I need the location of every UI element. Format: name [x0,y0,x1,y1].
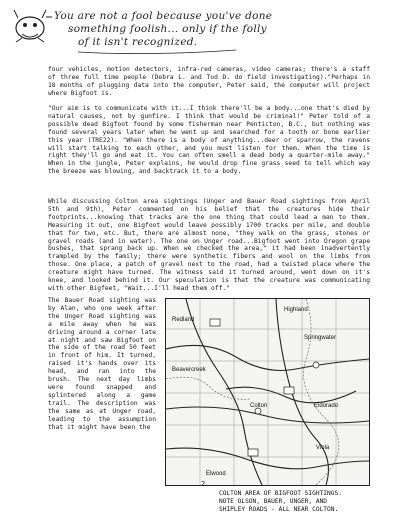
header-note-line-2: something foolish... only if the folly [68,23,267,35]
map-label-colton: Colton [250,403,268,409]
paragraph-1 [48,66,370,98]
page-number: 2 [201,480,206,488]
paragraph-4-text: The Bauer Road sighting was by Alan, who one week after the Unger Road sighting was a mile away when he was driving around a corner late at night and saw Bigfoot on the side of the road 50 feet in front of him. It turned, raised it's hands over its head, and ran into the brush. The next day limbs were found snapped and splintered along a game trail. The description was the same as at Unger road, leading to the assumption that it might have been the [48,297,156,431]
paragraph-4 [48,297,156,431]
caption-line-3: SHIPLEY ROADS - ALL NEAR COLTON. [219,506,339,513]
paragraph-3 [48,198,370,293]
map-drawing [166,299,369,485]
paragraph-2-text: "Our aim is to communicate with it...I think there'll be a body...one that's died by natural causes, not by gunfire. I think that would be criminal!" Peter told of a possible dead Bigfoot found by some fisherman near Penticton, B.C., but nothing was found several years later when he went up and searched for a tooth or bone earlier this year (TRE22). "When there is a body of anything...deer or sparrow, the ravens will start talking to each other, and you must listen for them. When the time is right they'll go and eat it. You can often smell a dead body a quarter-mile away." When in the jungle, Peter explains, he would drop fine grass seed to tell which way the breeze was blowing, and backtrack it to a body. [48,105,370,176]
map-label-redland: Redland [172,317,195,323]
map-label-eldorado: Eldorado [314,403,339,409]
map-label-beavercreek: Beavercreek [172,367,206,373]
header-note-line-3: of it isn't recognized. [78,36,198,48]
paragraph-1-text: four vehicles, motion detectors, infra-red cameras, video cameras; there's a staff of three full time people (Debra L. and Tod D. do field investigating)."Perhaps in 18 months of plugging data into the computer, Peter said, the computer will project where Bigfoot is. [48,66,370,97]
map-caption [219,490,379,514]
header-note-line-1: You are not a fool because you've done [54,10,273,22]
handwritten-header [8,4,388,60]
map-label-springwater: Springwater [304,335,337,341]
map-label-viola: Viola [316,445,330,451]
paragraph-3-text: While discussing Colton area sightings (Unger and Bauer Road sightings from April 5th and 9th), Peter commented on his belief that the creatures hide their footprints...knowing that tracks are the one thing that could lead a man to them. Measuring it out, one Bigfoot would leave possibly 1700 tracks per mile, and double that for two, etc. But, there are almost none, "they walk on the grass, stones or gravel roads (and in water). The one on Unger road...Bigfoot went into Oregon grape bushes, that sprang back up. When we checked the area," it had been inadvertently trampled by the family; there were synthetic fibers and wool on the limbs from those. One place, a patch of gravel next to the road, had a twisted place where the creature might have turned. The witness said it turned around, went down on it's knee, and looked behind it. Our speculation is that the creature was communicating with other Bigfeet, "Wait...I'll head them off." [48,198,370,292]
caption-line-1: COLTON AREA OF BIGFOOT SIGHTINGS. [219,490,342,497]
map-label-highland: Highland [284,307,308,313]
map-label-elwood: Elwood [206,471,226,477]
colton-area-map [165,298,370,486]
paragraph-2 [48,105,370,176]
caption-line-2: NOTE OLSON, BAUER, UNGER, AND [219,498,328,505]
